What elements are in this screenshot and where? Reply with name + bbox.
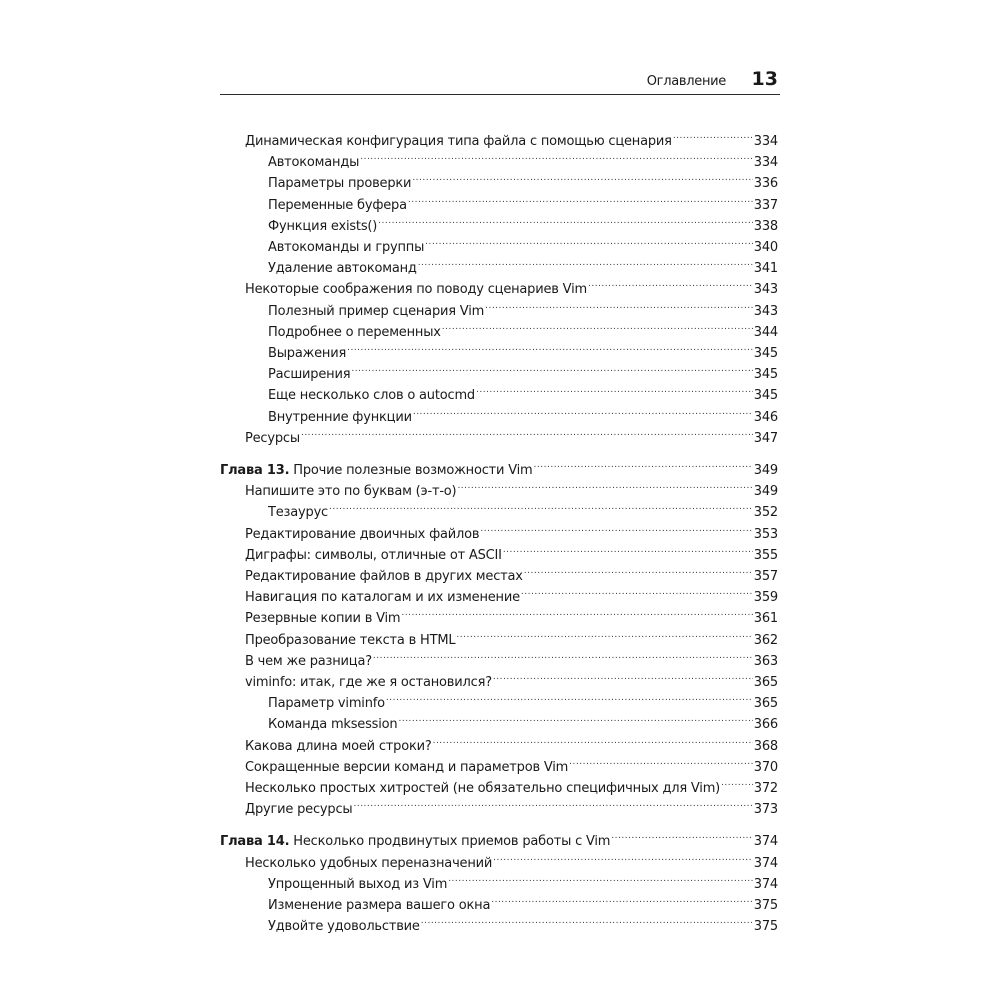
toc-page-number: 362 (753, 632, 778, 648)
toc-entry-title: Переменные буфера (268, 197, 407, 213)
dot-leader (721, 772, 753, 792)
dot-leader (442, 316, 753, 336)
toc-entry-title: Навигация по каталогам и их изменение (245, 590, 520, 606)
toc-page-number: 344 (753, 324, 778, 340)
toc-page-number: 361 (753, 611, 778, 627)
toc-entry-title: Диграфы: символы, отличные от ASCII (245, 547, 502, 563)
toc-entry-title: Другие ресурсы (245, 802, 353, 818)
toc-page-number: 340 (753, 240, 778, 255)
toc-row (245, 581, 778, 606)
toc-row (268, 337, 778, 361)
toc-row (268, 889, 778, 913)
toc-page-number: 368 (753, 738, 778, 754)
toc-row (245, 772, 778, 796)
toc-row (245, 422, 778, 446)
toc-page-number: 375 (753, 919, 778, 935)
toc-entry-title: Динамическая конфигурация типа файла с помощью сценария (245, 134, 672, 149)
toc-entry-title: Расширения (268, 367, 351, 383)
toc-chapter-row (220, 825, 778, 850)
dot-leader (408, 189, 753, 209)
dot-leader (425, 231, 753, 251)
toc-page-number: 374 (753, 855, 778, 871)
toc-chapter-row (220, 454, 778, 478)
toc-row (245, 602, 778, 627)
toc-row (268, 252, 778, 277)
dot-leader (456, 624, 752, 644)
toc-row (268, 379, 778, 404)
toc-entry-title: Еще несколько слов о autocmd (268, 388, 475, 404)
toc-page-number: 363 (753, 653, 778, 669)
toc-page-number: 352 (753, 505, 778, 521)
toc-page-number: 338 (753, 218, 778, 234)
dot-leader (611, 825, 753, 845)
toc-row (268, 910, 778, 935)
toc-page-number: 346 (753, 409, 778, 425)
toc-page-number: 375 (753, 898, 778, 913)
dot-leader (412, 167, 752, 187)
dot-leader (398, 708, 752, 728)
toc-entry-title: Подробнее о переменных (268, 324, 441, 340)
dot-leader (421, 910, 753, 930)
dot-leader (521, 581, 753, 601)
toc-row (245, 518, 778, 542)
toc-page-number: 365 (753, 675, 778, 690)
toc-page-number: 337 (753, 197, 778, 213)
toc-page-number: 343 (753, 282, 778, 298)
toc-entry-title: Полезный пример сценария Vim (268, 303, 485, 319)
toc-entry-title: Удаление автокоманд (268, 261, 417, 277)
toc-row (268, 687, 778, 712)
toc-entry-title: Редактирование двоичных файлов (245, 526, 480, 542)
dot-leader (347, 337, 753, 357)
toc-entry-title: Резервные копии в Vim (245, 611, 401, 627)
toc-page-number: 345 (753, 367, 778, 383)
dot-leader (457, 475, 752, 495)
toc-page-number: 353 (753, 526, 778, 542)
dot-leader (503, 539, 753, 559)
toc-row (268, 316, 778, 340)
running-header-page-number: 13 (751, 68, 778, 90)
toc-row (245, 475, 778, 500)
toc-row (268, 868, 778, 892)
toc-entry-title: Сокращенные версии команд и параметров Vim (245, 759, 569, 775)
toc-entry-title: Изменение размера вашего окна (268, 898, 491, 913)
toc-entry-title: Напишите это по буквам (э-т-о) (245, 484, 457, 500)
dot-leader (493, 847, 753, 867)
toc-entry-title: Автокоманды и группы (268, 240, 425, 255)
toc-entry-title: Глава 14. Несколько продвинутых приемов работы с Vim (220, 834, 611, 850)
toc-chapter-number: Глава 13. (220, 463, 290, 478)
dot-leader (373, 645, 753, 665)
dot-leader (588, 273, 753, 293)
dot-leader (569, 751, 753, 771)
toc-page-number: 336 (753, 176, 778, 192)
toc-row (245, 624, 778, 648)
dot-leader (418, 252, 753, 272)
dot-leader (476, 379, 753, 399)
toc-page-number: 334 (753, 134, 778, 149)
toc-entry-title: В чем же разница? (245, 653, 372, 669)
dot-leader (673, 125, 753, 145)
toc-entry-title: Какова длина моей строки? (245, 738, 432, 754)
dot-leader (534, 454, 753, 474)
toc-entry-title: Функция exists() (268, 218, 378, 234)
dot-leader (353, 793, 752, 813)
toc-page-number: 357 (753, 569, 778, 584)
toc-page-number: 347 (753, 430, 778, 446)
dot-leader (491, 889, 753, 909)
toc-row (268, 146, 778, 171)
toc-entry-title: Ресурсы (245, 430, 300, 446)
toc-row (268, 358, 778, 383)
toc-page-number: 334 (753, 155, 778, 171)
toc-row (268, 210, 778, 234)
dot-leader (493, 666, 753, 686)
toc-row (245, 539, 778, 563)
toc-page-number: 374 (753, 876, 778, 892)
toc-chapter-number: Глава 14. (220, 834, 290, 850)
running-header-title: Оглавление (646, 74, 726, 89)
toc-row (245, 751, 778, 775)
dot-leader (485, 295, 753, 315)
toc-entry-title: Несколько простых хитростей (не обязательно специфичных для Vim) (245, 781, 721, 796)
toc-row (245, 730, 778, 754)
toc-page-number: 359 (753, 590, 778, 606)
toc-page-number: 366 (753, 717, 778, 733)
toc-page-number: 373 (753, 802, 778, 818)
toc-page-number: 345 (753, 388, 778, 404)
toc-row (245, 560, 778, 584)
dot-leader (480, 518, 752, 538)
toc-entry-title: Глава 13. Прочие полезные возможности Vim (220, 463, 533, 478)
toc-row (245, 645, 778, 669)
toc-page-number: 349 (753, 484, 778, 500)
dot-leader (448, 868, 753, 888)
toc-row (268, 708, 778, 733)
dot-leader (360, 146, 753, 166)
toc-entry-title: Выражения (268, 346, 347, 361)
toc-page-number: 365 (753, 696, 778, 712)
toc-row (245, 666, 778, 690)
toc-page-number: 374 (753, 834, 778, 850)
dot-leader (401, 602, 752, 622)
toc-entry-title: Несколько удобных переназначений (245, 855, 493, 871)
toc-row (268, 231, 778, 255)
toc-entry-title: Преобразование текста в HTML (245, 632, 456, 648)
toc-entry-title: Тезаурус (268, 505, 329, 521)
toc-row (245, 793, 778, 818)
toc-entry-title: Удвойте удовольствие (268, 919, 420, 935)
toc-row (245, 125, 778, 149)
toc-page-number: 343 (753, 303, 778, 319)
dot-leader (433, 730, 753, 750)
toc-entry-title: Упрощенный выход из Vim (268, 876, 448, 892)
dot-leader (329, 496, 753, 516)
dot-leader (413, 401, 753, 421)
dot-leader (301, 422, 753, 442)
toc-row (268, 189, 778, 213)
dot-leader (386, 687, 753, 707)
toc-row (245, 847, 778, 871)
toc-row (268, 167, 778, 192)
toc-row (268, 401, 778, 425)
dot-leader (524, 560, 753, 580)
toc-entry-title: Параметры проверки (268, 176, 412, 192)
dot-leader (351, 358, 752, 378)
toc-entry-title: Внутренние функции (268, 409, 412, 425)
toc-entry-title: Команда mksession (268, 717, 398, 733)
toc-row (268, 496, 778, 521)
toc-entry-title: Параметр viminfo (268, 696, 385, 712)
dot-leader (378, 210, 753, 230)
toc-row (245, 273, 778, 298)
toc-entry-title: Редактирование файлов в других местах (245, 569, 523, 584)
toc-entry-title: Некоторые соображения по поводу сценариев Vim (245, 282, 587, 298)
toc-page-number: 355 (753, 547, 778, 563)
toc-page-number: 372 (753, 781, 778, 796)
toc-page-number: 349 (753, 463, 778, 478)
toc-page-number: 370 (753, 759, 778, 775)
toc-entry-title: Автокоманды (268, 155, 360, 171)
toc-page-number: 341 (753, 261, 778, 277)
toc-page-number: 345 (753, 346, 778, 361)
toc-row (268, 295, 778, 319)
toc-entry-title: viminfo: итак, где же я остановился? (245, 675, 492, 690)
